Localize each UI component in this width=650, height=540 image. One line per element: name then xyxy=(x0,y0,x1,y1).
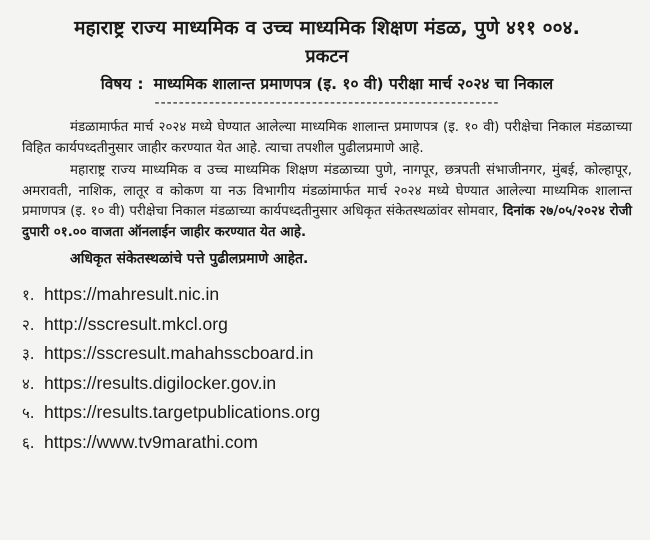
url-number: ५. xyxy=(22,404,35,422)
subject-label: विषय xyxy=(100,75,132,93)
notice-heading: प्रकटन xyxy=(305,46,349,67)
url-list-item xyxy=(22,310,632,340)
url-link[interactable]: https://results.targetpublications.org xyxy=(44,402,321,422)
url-link[interactable]: https://mahresult.nic.in xyxy=(44,284,220,304)
url-number: ६. xyxy=(22,433,35,452)
url-link[interactable]: https://results.digilocker.gov.in xyxy=(44,372,277,393)
url-list-item xyxy=(22,369,632,399)
result-date-text: दिनांक २७/०५/२०२४ रोजी दुपारी ०१.०० वाजता ऑनलाईन जाहीर करण्यात येत आहे. xyxy=(22,204,633,240)
url-list-item xyxy=(22,428,632,458)
paragraph-intro: मंडळामार्फत मार्च २०२४ मध्ये घेण्यात आलेल्या माध्यमिक शालान्त प्रमाणपत्र (इ. १० वी) परीक्षेचा निकाल मंडळाच्या विहित कार्यपध्दतीनुसार जाहीर करण्यात येत आहे. त्याचा तपशील पुढीलप्रमाणे आहे. xyxy=(22,120,632,156)
official-sites-heading: अधिकृत संकेतस्थळांचे पत्ते पुढीलप्रमाणे आहेत. xyxy=(70,251,309,267)
url-list-item xyxy=(22,398,632,428)
paragraph-details xyxy=(22,161,632,243)
url-number: ४. xyxy=(22,374,35,393)
subject-line xyxy=(22,72,632,96)
url-link[interactable]: https://sscresult.mahahsscboard.in xyxy=(44,343,314,363)
url-list-item xyxy=(22,280,632,310)
url-number: २. xyxy=(22,315,35,334)
board-name: महाराष्ट्र राज्य माध्यमिक व उच्च माध्यमिक शिक्षण मंडळ, पुणे ४११ ००४. xyxy=(74,17,580,39)
url-number: १. xyxy=(22,286,35,304)
url-number: ३. xyxy=(22,345,35,363)
url-link[interactable]: http://sscresult.mkcl.org xyxy=(44,313,228,334)
url-link[interactable]: https://www.tv9marathi.com xyxy=(44,431,258,452)
dashed-divider: --------------------------------------------------------- xyxy=(154,95,500,111)
paragraph-details-text: महाराष्ट्र राज्य माध्यमिक व उच्च माध्यमिक शिक्षण मंडळाच्या पुणे, नागपूर, छत्रपती संभाजीनगर, मुंबई, कोल्हापूर, अमरावती, नाशिक, लातूर व कोकण या नऊ विभागीय मंडळांमार्फत मार्च २०२४ मध्ये घेण्यात आलेल्या माध्यमिक शालान्त प्रमाणपत्र (इ. १० वी) परीक्षेचा निकाल मंडळाच्या कार्यपध्दतीनुसार अधिकृत संकेतस्थळांवर सोमवार, xyxy=(22,163,632,219)
url-list-item xyxy=(22,339,632,369)
subject-colon: : xyxy=(137,75,144,93)
url-list xyxy=(22,280,632,457)
subject-text: माध्यमिक शालान्त प्रमाणपत्र (इ. १० वी) परीक्षा मार्च २०२४ चा निकाल xyxy=(153,75,554,93)
